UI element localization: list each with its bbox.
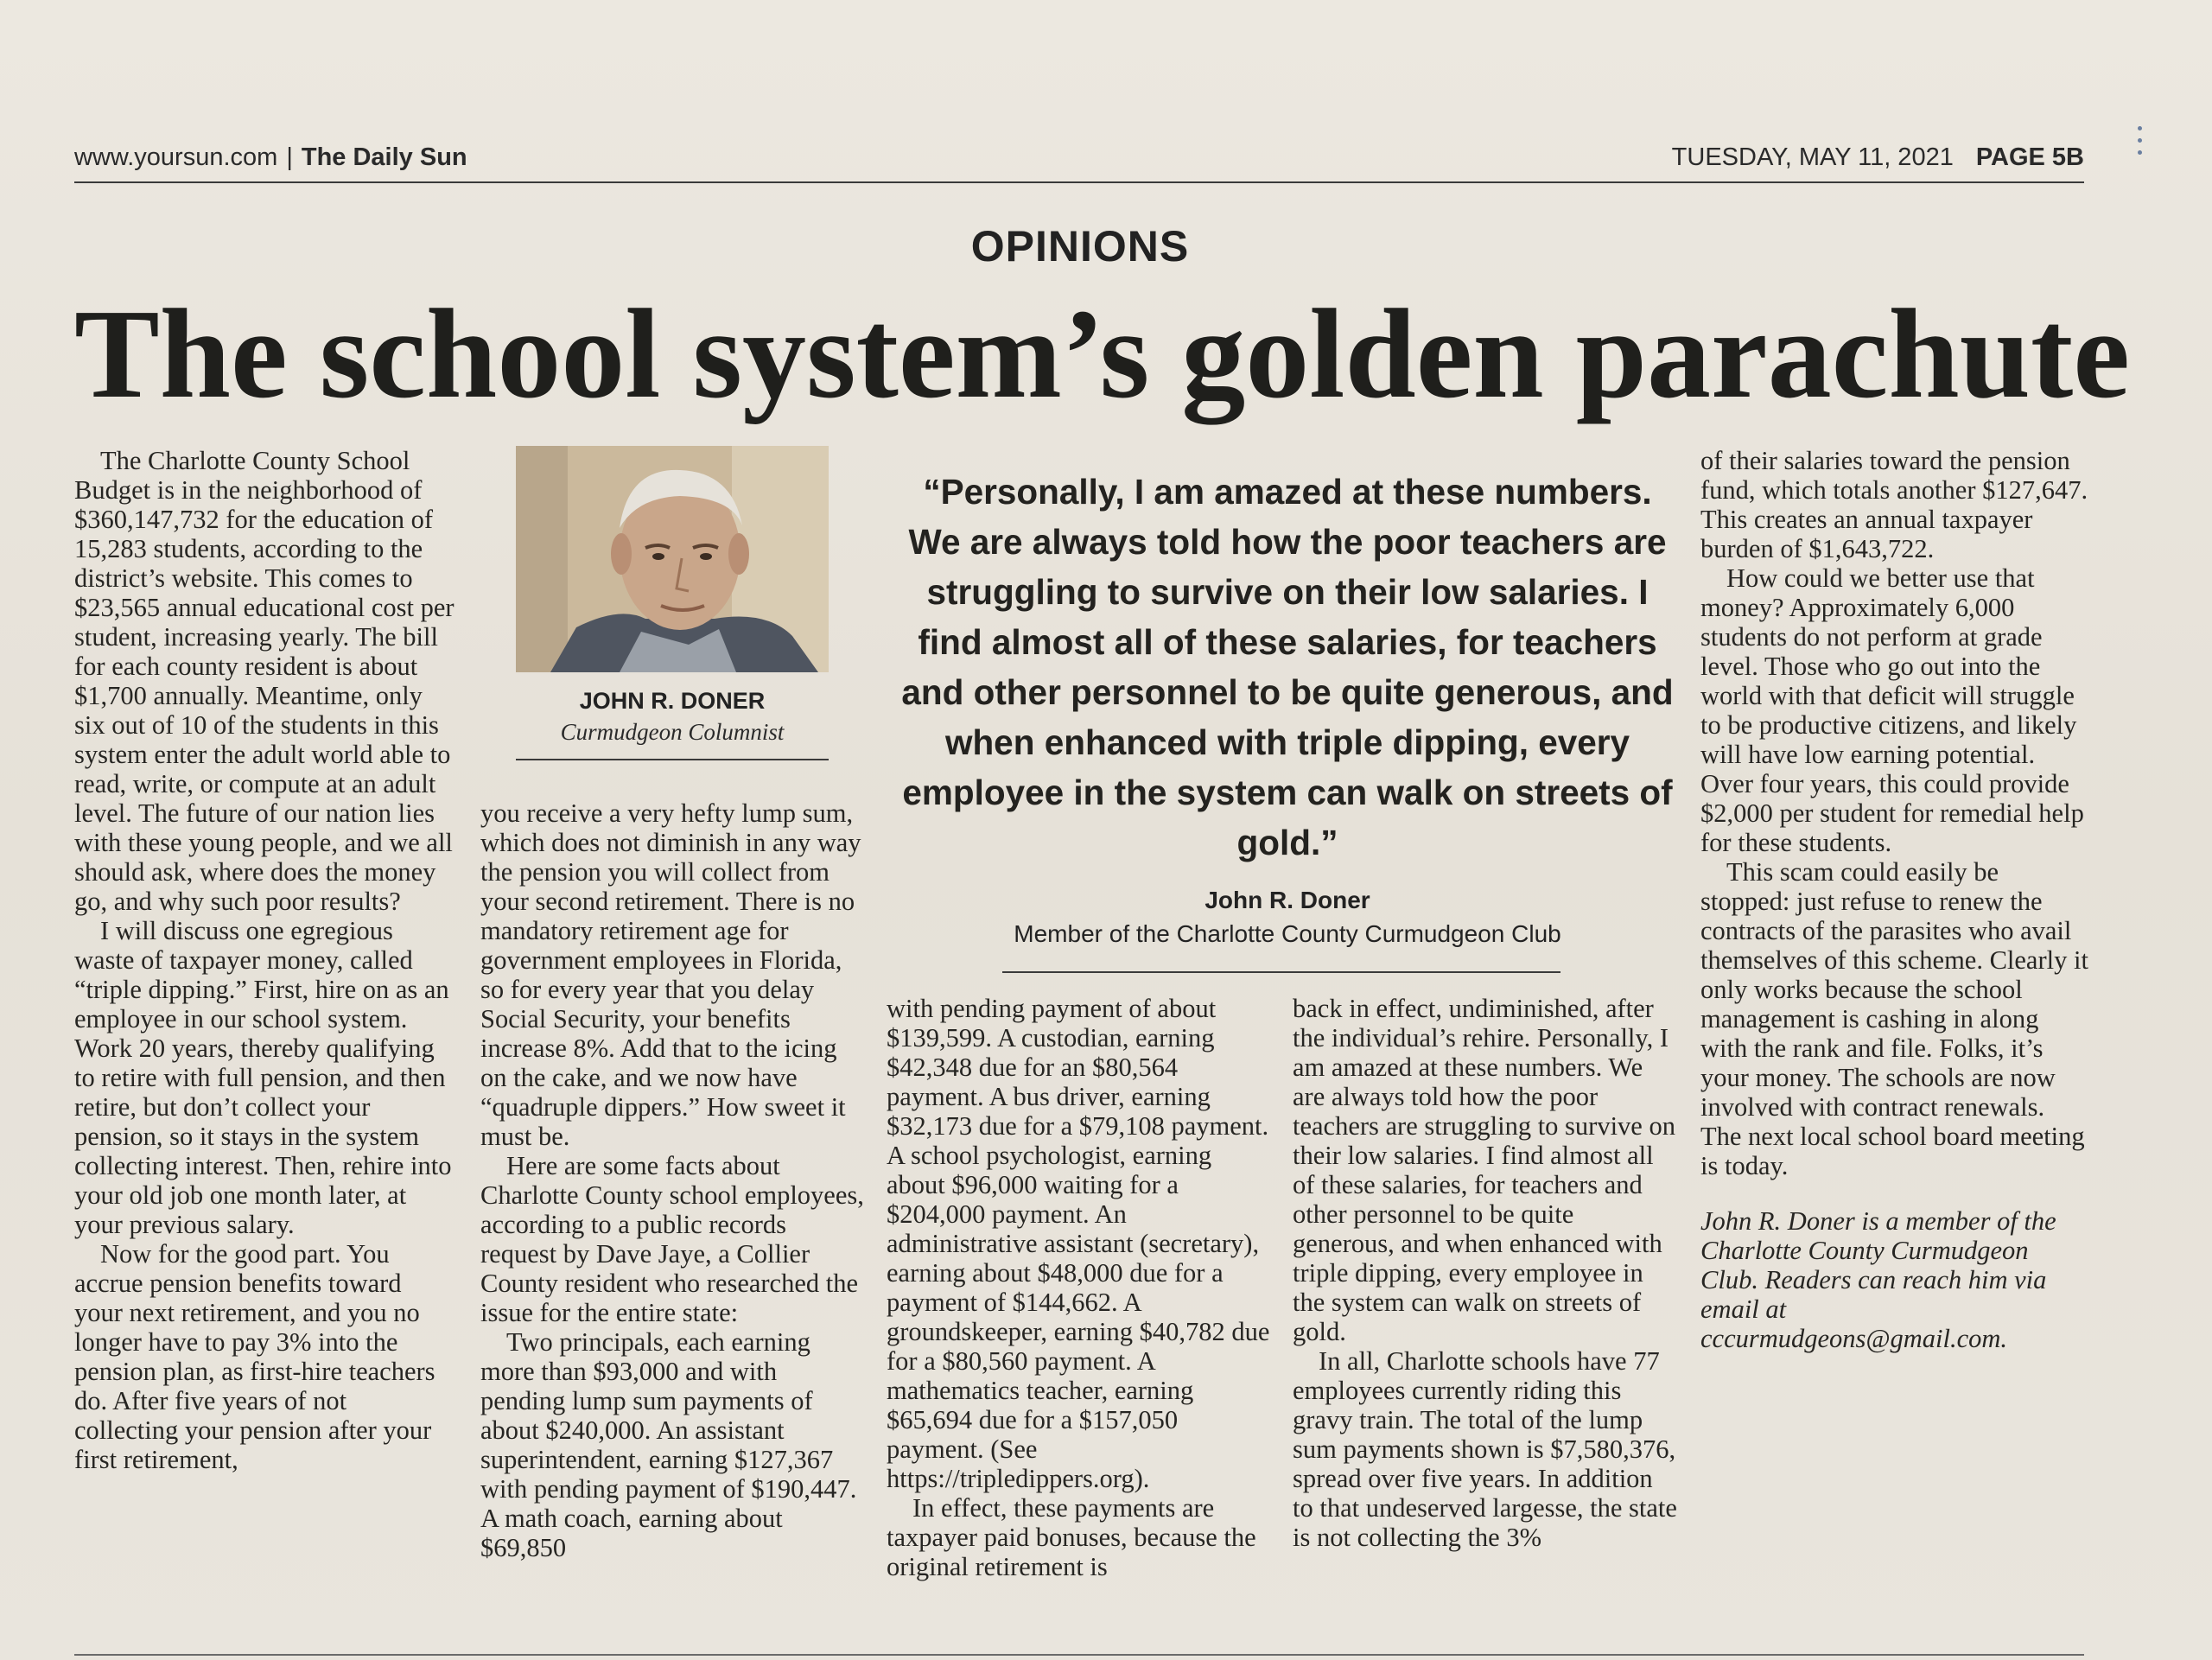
- headline: The school system’s golden parachute: [74, 283, 2130, 425]
- paragraph: How could we better use that money? Approximately 6,000 students do not perform at grade level. Those who go out into the world with that deficit will struggle to be productive citizens, and likely will have low earning potential. Over four years, this could provide $2,000 per student for remedial help for these students.: [1700, 563, 2084, 857]
- paper-name: The Daily Sun: [301, 143, 467, 171]
- site-url: www.yoursun.com: [74, 143, 278, 171]
- paragraph: Here are some facts about Charlotte County school employees, according to a public records request by Dave Jaye, a Collier County resident who researched the issue for the entire state:: [480, 1151, 864, 1327]
- page-bottom-rule: [74, 1654, 2084, 1656]
- paragraph: Now for the good part. You accrue pension benefits toward your next retirement, and you no longer have to pay 3% into the pension plan, as first-hire teachers do. After five years of not collecting your pension after your first retirement,: [74, 1239, 435, 1474]
- masthead-separator: |: [286, 143, 293, 171]
- print-speck: [2138, 126, 2143, 164]
- author-photo: [516, 446, 829, 672]
- article-column-5: [1700, 446, 2089, 1353]
- paragraph: In all, Charlotte schools have 77 employees currently riding this gravy train. The total of the lump sum payments shown is $7,580,376, spread over five years. In addition to that undeserved largesse, the state is not collecting the 3%: [1293, 1346, 1677, 1552]
- paragraph: I will discuss one egregious waste of taxpayer money, called “triple dipping.” First, hire on as an employee in our school system. Work 20 years, thereby qualifying to retire with full pension, and then retire, but don’t collect your pension, so it stays in the system collecting interest. Then, rehire into your old job one month later, at your previous salary.: [74, 916, 452, 1239]
- paragraph: This scam could easily be stopped: just refuse to renew the contracts of the parasites who avail themselves of this scheme. Clearly it only works because the school management is cashing in along with the rank and file. Folks, it’s your money. The schools are now involved with contract renewals. The next local school board meeting is today.: [1700, 857, 2088, 1180]
- byline: [516, 685, 829, 747]
- paragraph: you receive a very hefty lump sum, which does not diminish in any way the pension you will collect from your second retirement. There is no mandatory retirement age for government employees in Florida, so for every year that you delay Social Security, your benefits increase 8%. Add that to the icing on the cake, and we now have “quadruple dippers.” How sweet it must be.: [480, 798, 861, 1151]
- pull-quote-author: John R. Doner: [1205, 887, 1370, 913]
- section-label: OPINIONS: [970, 222, 1190, 270]
- masthead-left: [74, 143, 467, 172]
- masthead: [74, 143, 2084, 183]
- paragraph: Two principals, each earning more than $93,000 and with pending lump sum payments of about $240,000. An assistant superintendent, earning $127,367 with pending payment of $190,447. A math coach, earning about $69,850: [480, 1327, 857, 1562]
- page-number: PAGE 5B: [1975, 143, 2084, 171]
- paragraph: The Charlotte County School Budget is in the neighborhood of $360,147,732 for the education of 15,283 students, according to the district’s website. This comes to $23,565 annual educational cost per student, increasing yearly. The bill for each county resident is about $1,700 annually. Meantime, only six out of 10 of the students in this system enter the adult world able to read, write, or compute at an adult level. The future of our nation lies with these young people, and we all should ask, where does the money go, and why such poor results?: [74, 446, 454, 916]
- masthead-right: [1672, 143, 2084, 172]
- byline-divider: [516, 759, 829, 760]
- article-column-4: [1293, 994, 1678, 1552]
- paragraph: with pending payment of about $139,599. A custodian, earning $42,348 due for an $80,564 payment. A bus driver, earning $32,173 due for a $79,108 payment. A school psychologist, earning about $96,000 waiting for a $204,000 payment. An administrative assistant (secretary), earning about $48,000 due for a payment of $144,662. A groundskeeper, earning $40,782 due for a $80,560 payment. A mathematics teacher, earning $65,694 due for a $157,050 payment. (See https://tripledippers.org).: [887, 994, 1270, 1493]
- paragraph: of their salaries toward the pension fund, which totals another $127,647. This creates an annual taxpayer burden of $1,643,722.: [1700, 446, 2088, 563]
- article-column-3: [887, 994, 1272, 1581]
- paragraph: back in effect, undiminished, after the individual’s rehire. Personally, I am amazed at these numbers. We are always told how the poor teachers are struggling to survive on their low salaries. I find almost all of these salaries, for teachers and other personnel to be quite generous, and when enhanced with triple dipping, every employee in the system can walk on streets of gold.: [1293, 994, 1675, 1346]
- article-column-1: [74, 446, 456, 1474]
- pull-quote-divider: [1002, 971, 1560, 973]
- pull-quote-author-title: Member of the Charlotte County Curmudgeon Club: [1014, 920, 1561, 947]
- pull-quote: “Personally, I am amazed at these numbers. We are always told how the poor teachers are struggling to survive on their low salaries. I find almost all of these salaries, for teachers and other personnel to be quite generous, and when enhanced with triple dipping, every employee in the system can walk on streets of gold.”: [901, 472, 1674, 862]
- article-column-2: [480, 798, 864, 1562]
- issue-date: TUESDAY, MAY 11, 2021: [1671, 143, 1954, 171]
- author-portrait-image: [516, 446, 829, 672]
- byline-title: Curmudgeon Columnist: [560, 719, 785, 745]
- paragraph: In effect, these payments are taxpayer paid bonuses, because the original retirement is: [887, 1493, 1256, 1581]
- byline-name: JOHN R. DONER: [579, 688, 766, 714]
- author-tagline: John R. Doner is a member of the Charlotte County Curmudgeon Club. Readers can reach him via email at cccurmudgeons@gmail.com.: [1700, 1206, 2056, 1353]
